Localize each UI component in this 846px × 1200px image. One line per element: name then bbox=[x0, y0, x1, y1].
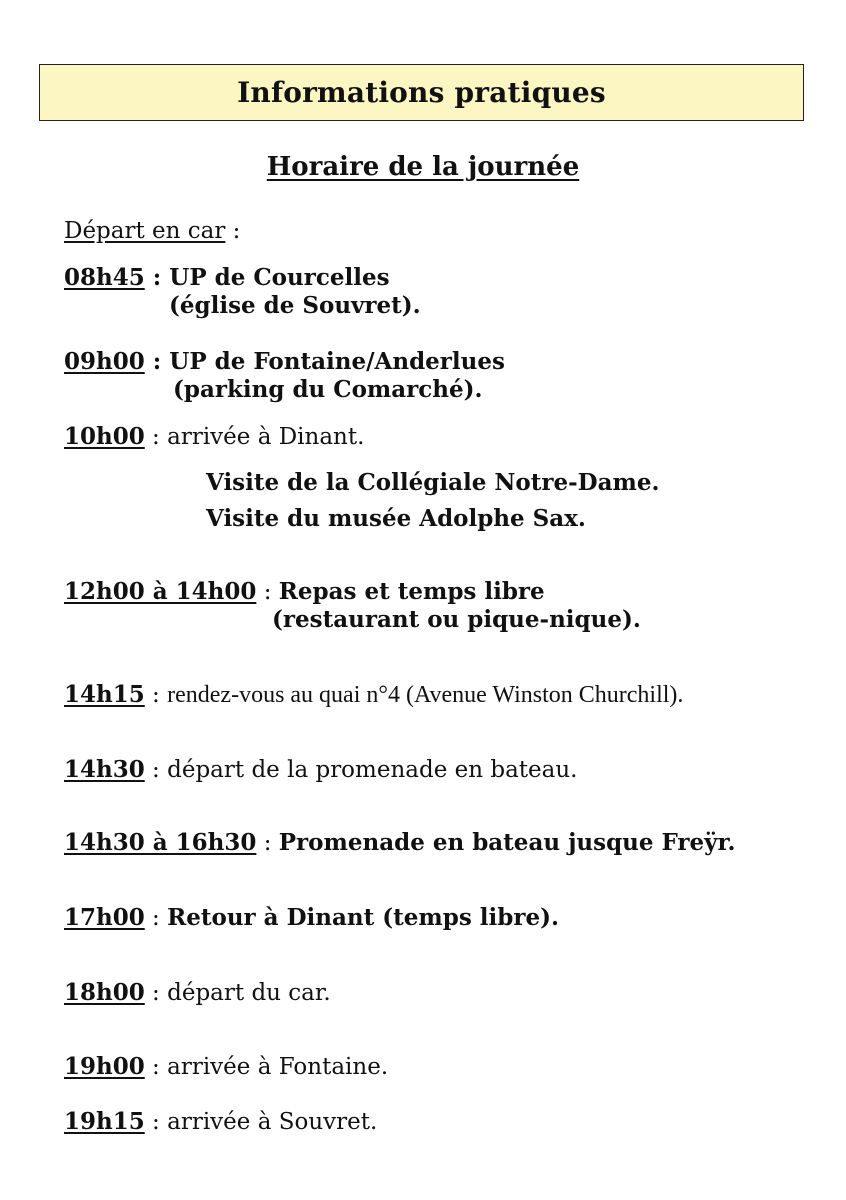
entry-text: Promenade en bateau jusque Freÿr. bbox=[278, 829, 736, 856]
depart-label: Départ en car bbox=[64, 218, 226, 244]
entry-text: arrivée à Souvret. bbox=[167, 1109, 378, 1135]
schedule-entry: 08h45 : UP de Courcelles bbox=[64, 264, 390, 291]
entry-time: 14h30 bbox=[64, 756, 145, 783]
entry-text-continued: (restaurant ou pique-nique). bbox=[272, 606, 641, 633]
entry-time: 14h30 à 16h30 bbox=[64, 829, 257, 856]
entry-time: 19h00 bbox=[64, 1053, 145, 1080]
schedule-entry: 17h00 : Retour à Dinant (temps libre). bbox=[64, 904, 559, 931]
schedule-entry: 10h00 : arrivée à Dinant. bbox=[64, 423, 365, 450]
schedule-entry: 14h15 : rendez-vous au quai n°4 (Avenue Winston Churchill). bbox=[64, 681, 684, 708]
entry-text: arrivée à Fontaine. bbox=[167, 1054, 389, 1080]
schedule-entry: 19h00 : arrivée à Fontaine. bbox=[64, 1053, 389, 1080]
entry-time: 08h45 bbox=[64, 264, 145, 291]
entry-time: 18h00 bbox=[64, 979, 145, 1006]
visit-item: Visite du musée Adolphe Sax. bbox=[206, 505, 586, 532]
entry-text: UP de Courcelles bbox=[169, 264, 390, 291]
depart-colon: : bbox=[225, 218, 241, 244]
entry-text: arrivée à Dinant. bbox=[167, 424, 365, 450]
page-title: Informations pratiques bbox=[237, 76, 606, 109]
entry-text-continued: (parking du Comarché). bbox=[173, 376, 483, 403]
entry-text: Repas et temps libre bbox=[278, 578, 545, 605]
depart-line bbox=[64, 217, 240, 245]
schedule-entry: 14h30 à 16h30 : Promenade en bateau jusque Freÿr. bbox=[64, 829, 736, 856]
entry-text: UP de Fontaine/Anderlues bbox=[169, 348, 505, 375]
entry-time: 14h15 bbox=[64, 681, 145, 708]
schedule-entry: 09h00 : UP de Fontaine/Anderlues bbox=[64, 348, 505, 375]
entry-text: départ du car. bbox=[167, 980, 331, 1006]
visit-item: Visite de la Collégiale Notre-Dame. bbox=[206, 469, 660, 496]
entry-text: départ de la promenade en bateau. bbox=[167, 757, 578, 783]
schedule-entry: 14h30 : départ de la promenade en bateau. bbox=[64, 756, 578, 783]
schedule-heading: Horaire de la journée bbox=[266, 152, 580, 182]
entry-time: 12h00 à 14h00 bbox=[64, 578, 257, 605]
schedule-entry: 19h15 : arrivée à Souvret. bbox=[64, 1108, 378, 1135]
schedule-entry: 18h00 : départ du car. bbox=[64, 979, 331, 1006]
entry-time: 17h00 bbox=[64, 904, 145, 931]
entry-time: 09h00 bbox=[64, 348, 145, 375]
schedule-entry: 12h00 à 14h00 : Repas et temps libre bbox=[64, 578, 545, 605]
entry-text: rendez-vous au quai n°4 (Avenue Winston Churchill). bbox=[167, 682, 684, 708]
entry-text-continued: (église de Souvret). bbox=[169, 292, 421, 319]
entry-time: 19h15 bbox=[64, 1108, 145, 1135]
entry-text: Retour à Dinant (temps libre). bbox=[167, 904, 559, 931]
title-box bbox=[39, 64, 804, 121]
entry-time: 10h00 bbox=[64, 423, 145, 450]
